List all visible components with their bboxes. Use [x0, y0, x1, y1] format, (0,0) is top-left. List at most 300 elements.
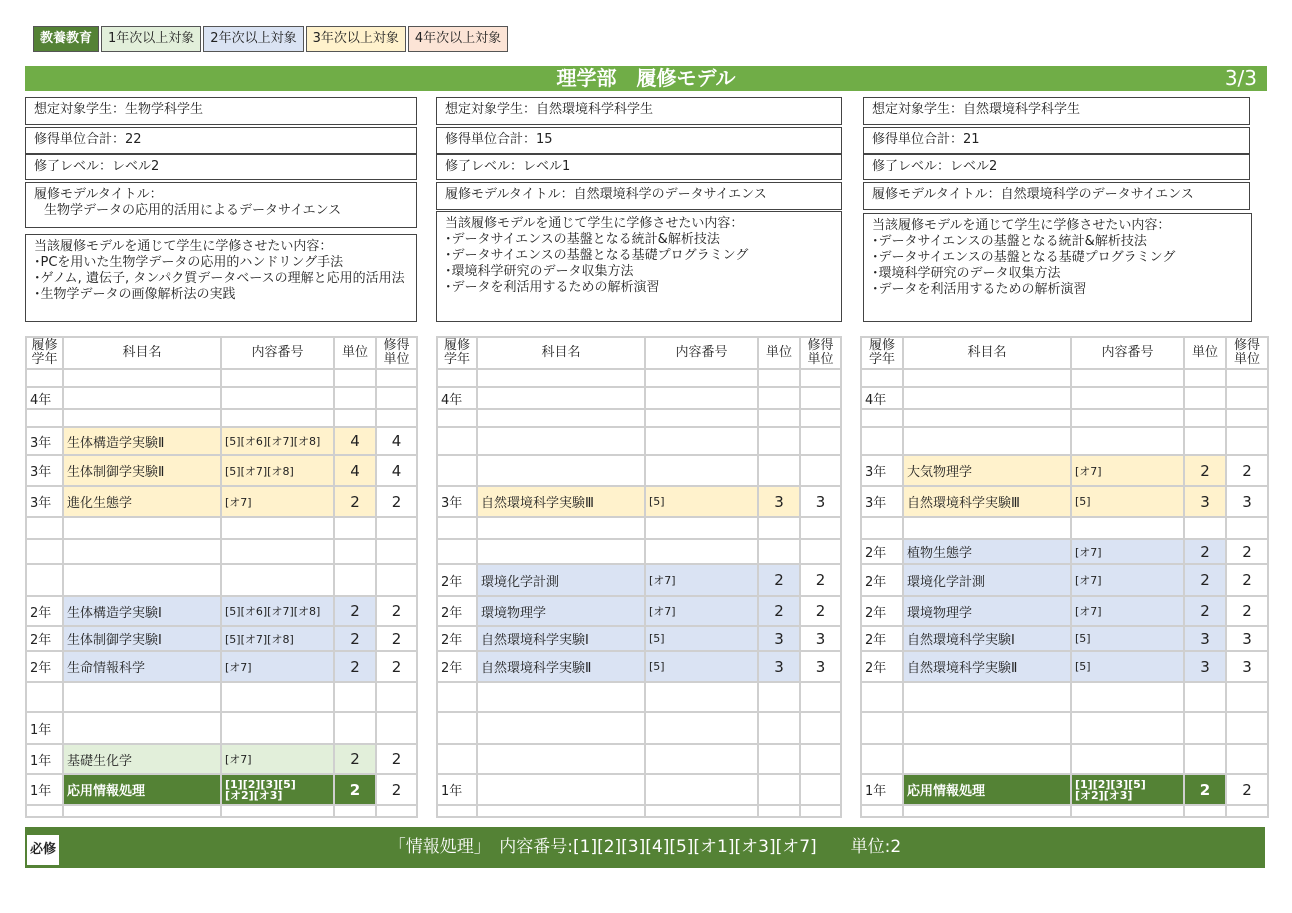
header-content-code-cell: 内容番号	[221, 337, 334, 369]
model-title-text: 生物学データの応用的活用によるデータサイエンス	[44, 203, 342, 218]
credit-cell: 2	[334, 744, 376, 774]
year-cell	[437, 539, 477, 564]
content-line: 当該履修モデルを通じて学生に学修させたい内容：	[34, 239, 333, 254]
model-title-label: 履修モデルタイトル：自然環境科学のデータサイエンス	[445, 187, 767, 202]
total-credits-text: 修得単位合計：21	[872, 132, 980, 147]
table-row	[26, 517, 417, 539]
table-row	[26, 455, 417, 486]
table-row	[437, 596, 841, 626]
year-cell: 1年	[26, 712, 63, 744]
content-code-cell	[1071, 805, 1184, 817]
year-cell: 1年	[26, 744, 63, 774]
content-line: ･生物学データの画像解析法の実践	[34, 287, 236, 302]
content-code-cell	[645, 427, 758, 455]
earned-credit-cell: 4	[376, 427, 417, 455]
course-name-cell	[63, 712, 221, 744]
content-code-cell	[645, 805, 758, 817]
credit-cell	[758, 455, 800, 486]
target-student	[436, 97, 842, 125]
credit-cell	[1184, 427, 1226, 455]
earned-credit-cell	[800, 387, 841, 409]
table-row	[861, 626, 1268, 651]
table-row	[861, 805, 1268, 817]
course-name-cell: 生体構造学実験Ⅱ	[63, 427, 221, 455]
table-row	[437, 744, 841, 774]
year-cell: 2年	[861, 651, 903, 682]
course-name-cell: 環境物理学	[477, 596, 645, 626]
earned-credit-cell	[1226, 517, 1268, 539]
content-code-cell: [オ7]	[645, 564, 758, 596]
course-name-cell	[903, 744, 1071, 774]
earned-credit-cell	[1226, 712, 1268, 744]
year-cell	[26, 409, 63, 427]
course-name-cell: 環境化学計測	[903, 564, 1071, 596]
table-row	[861, 539, 1268, 564]
content-code-cell	[221, 712, 334, 744]
content-line: 当該履修モデルを通じて学生に学修させたい内容：	[445, 216, 744, 231]
table-row	[861, 651, 1268, 682]
table-row	[437, 369, 841, 387]
target-student-text: 想定対象学生：自然環境科学科学生	[872, 102, 1081, 117]
year-cell	[437, 682, 477, 712]
year-cell: 2年	[437, 651, 477, 682]
content-code-cell	[645, 682, 758, 712]
required-badge: 必修	[25, 833, 61, 867]
legend-year4: 4年次以上対象	[408, 26, 508, 52]
year-cell: 2年	[861, 539, 903, 564]
table-row	[437, 774, 841, 805]
year-cell	[861, 427, 903, 455]
credit-cell	[758, 369, 800, 387]
year-cell	[861, 517, 903, 539]
credit-cell	[334, 539, 376, 564]
course-name-cell: 基礎生化学	[63, 744, 221, 774]
year-cell	[26, 805, 63, 817]
table-row	[437, 517, 841, 539]
course-name-cell: 生体制御学実験Ⅰ	[63, 626, 221, 651]
earned-credit-cell	[1226, 427, 1268, 455]
content-code-cell: [5]	[645, 486, 758, 517]
year-cell	[437, 369, 477, 387]
credit-cell	[334, 517, 376, 539]
earned-credit-cell	[800, 805, 841, 817]
table-row	[26, 387, 417, 409]
target-student	[863, 97, 1250, 125]
year-cell: 1年	[26, 774, 63, 805]
credit-cell	[1184, 517, 1226, 539]
course-name-cell: 生体構造学実験Ⅰ	[63, 596, 221, 626]
content-code-cell: [オ7]	[1071, 596, 1184, 626]
header-course-name-cell: 科目名	[903, 337, 1071, 369]
content-line: ･PCを用いた生物学データの応用的ハンドリング手法	[34, 255, 344, 270]
course-name-cell	[477, 712, 645, 744]
course-name-cell	[477, 455, 645, 486]
earned-credit-cell	[376, 712, 417, 744]
table-row	[861, 427, 1268, 455]
credit-cell: 3	[1184, 486, 1226, 517]
completion-level-text: 修了レベル：レベル1	[445, 159, 571, 174]
earned-credit-cell	[800, 539, 841, 564]
course-name-cell	[63, 517, 221, 539]
table-row	[437, 486, 841, 517]
content-code-cell	[645, 774, 758, 805]
content-code-cell	[645, 387, 758, 409]
content-code-cell	[645, 539, 758, 564]
credit-cell: 2	[1184, 774, 1226, 805]
earned-credit-cell	[800, 455, 841, 486]
earned-credit-cell: 3	[800, 626, 841, 651]
course-name-cell: 植物生態学	[903, 539, 1071, 564]
legend	[33, 26, 510, 52]
content-code-cell	[645, 744, 758, 774]
table-row	[26, 712, 417, 744]
content-code-cell	[1071, 712, 1184, 744]
content-code-cell	[1071, 409, 1184, 427]
credit-cell	[758, 712, 800, 744]
header-earned-credit-cell: 修得 単位	[1226, 337, 1268, 369]
content-code-cell: [5]	[1071, 651, 1184, 682]
target-student	[25, 97, 417, 125]
earned-credit-cell: 2	[800, 564, 841, 596]
course-name-cell	[63, 539, 221, 564]
earned-credit-cell: 2	[1226, 539, 1268, 564]
content-line: ･環境科学研究のデータ収集方法	[445, 264, 634, 279]
credit-cell	[1184, 682, 1226, 712]
table-row	[26, 651, 417, 682]
content-code-cell	[645, 409, 758, 427]
table-row	[437, 626, 841, 651]
credit-cell	[758, 682, 800, 712]
content-code-cell	[645, 712, 758, 744]
table-row	[26, 427, 417, 455]
table-row	[861, 387, 1268, 409]
legend-year2: 2年次以上対象	[203, 26, 303, 52]
course-name-cell: 大気物理学	[903, 455, 1071, 486]
credit-cell	[758, 774, 800, 805]
content-code-cell	[1071, 744, 1184, 774]
learning-content	[25, 234, 417, 322]
course-name-cell: 生命情報科学	[63, 651, 221, 682]
table-row	[437, 564, 841, 596]
earned-credit-cell	[800, 712, 841, 744]
credit-cell: 2	[334, 774, 376, 805]
table-row	[861, 369, 1268, 387]
table-row	[861, 682, 1268, 712]
content-line: ･データサイエンスの基盤となる基礎プログラミング	[445, 248, 749, 263]
header-credit-cell: 単位	[1184, 337, 1226, 369]
year-cell	[861, 805, 903, 817]
header-course-name-cell: 科目名	[63, 337, 221, 369]
content-code-cell: [オ7]	[221, 744, 334, 774]
course-name-cell: 自然環境科学実験Ⅱ	[903, 651, 1071, 682]
year-cell	[26, 682, 63, 712]
earned-credit-cell: 2	[376, 626, 417, 651]
table-row	[437, 651, 841, 682]
table-row	[437, 455, 841, 486]
credit-cell	[1184, 805, 1226, 817]
total-credits-text: 修得単位合計：22	[34, 132, 142, 147]
table-header-row	[861, 337, 1268, 369]
content-code-cell: [オ7]	[645, 596, 758, 626]
year-cell	[861, 409, 903, 427]
year-cell: 4年	[437, 387, 477, 409]
earned-credit-cell	[1226, 409, 1268, 427]
year-cell	[437, 712, 477, 744]
total-credits-text: 修得単位合計：15	[445, 132, 553, 147]
content-code-cell: [5]	[1071, 486, 1184, 517]
table-row	[26, 805, 417, 817]
content-line: ･データサイエンスの基盤となる基礎プログラミング	[872, 250, 1176, 265]
table-row	[861, 517, 1268, 539]
course-name-cell	[477, 774, 645, 805]
course-name-cell: 自然環境科学実験Ⅰ	[477, 626, 645, 651]
content-code-cell	[221, 387, 334, 409]
credit-cell: 2	[334, 486, 376, 517]
course-name-cell: 環境化学計測	[477, 564, 645, 596]
completion-level	[436, 154, 842, 180]
course-name-cell: 自然環境科学実験Ⅲ	[903, 486, 1071, 517]
content-code-cell	[645, 517, 758, 539]
credit-cell: 2	[1184, 596, 1226, 626]
year-cell	[861, 682, 903, 712]
target-student-text: 想定対象学生：生物学科学生	[34, 102, 204, 117]
earned-credit-cell	[376, 682, 417, 712]
course-name-cell: 応用情報処理	[903, 774, 1071, 805]
credit-cell: 3	[758, 486, 800, 517]
earned-credit-cell	[800, 744, 841, 774]
credit-cell: 2	[758, 596, 800, 626]
course-name-cell	[903, 387, 1071, 409]
earned-credit-cell: 2	[1226, 455, 1268, 486]
table-header-row	[26, 337, 417, 369]
content-code-cell	[221, 517, 334, 539]
earned-credit-cell: 2	[376, 486, 417, 517]
table-row	[26, 539, 417, 564]
content-code-cell: [オ7]	[1071, 455, 1184, 486]
credit-cell	[758, 539, 800, 564]
year-cell: 2年	[861, 564, 903, 596]
header-year-cell: 履修 学年	[437, 337, 477, 369]
content-code-cell: [5]	[1071, 626, 1184, 651]
year-cell: 4年	[26, 387, 63, 409]
credit-cell	[758, 387, 800, 409]
content-line: ･環境科学研究のデータ収集方法	[872, 266, 1061, 281]
course-name-cell	[903, 409, 1071, 427]
earned-credit-cell	[800, 774, 841, 805]
credit-cell: 2	[1184, 539, 1226, 564]
course-table-env-level2	[860, 336, 1269, 818]
header-content-code-cell: 内容番号	[645, 337, 758, 369]
year-cell	[26, 564, 63, 596]
credit-cell	[334, 805, 376, 817]
model-title-label: 履修モデルタイトル：	[34, 187, 163, 202]
earned-credit-cell	[800, 682, 841, 712]
header-earned-credit-cell: 修得 単位	[800, 337, 841, 369]
content-code-cell: [オ7]	[221, 651, 334, 682]
year-cell: 2年	[861, 626, 903, 651]
header-credit-cell: 単位	[758, 337, 800, 369]
earned-credit-cell: 2	[376, 596, 417, 626]
course-name-cell: 応用情報処理	[63, 774, 221, 805]
content-code-cell: [1][2][3][5] [オ2][オ3]	[1071, 774, 1184, 805]
course-name-cell	[477, 387, 645, 409]
credit-cell	[334, 682, 376, 712]
page-title: 理学部 履修モデル	[556, 66, 736, 90]
course-name-cell	[477, 517, 645, 539]
content-line: ･データを利活用するための解析演習	[872, 282, 1087, 297]
course-name-cell	[477, 427, 645, 455]
credit-cell: 2	[1184, 455, 1226, 486]
course-name-cell	[63, 387, 221, 409]
credit-cell	[1184, 409, 1226, 427]
credit-cell	[1184, 369, 1226, 387]
content-line: ･データサイエンスの基盤となる統計&解析技法	[872, 234, 1147, 249]
table-row	[437, 387, 841, 409]
table-row	[861, 564, 1268, 596]
credit-cell	[758, 409, 800, 427]
course-name-cell	[477, 369, 645, 387]
required-course-info: 「情報処理」 内容番号:[1][2][3][4][5][オ1][オ3][オ7] 単位:2	[388, 837, 902, 857]
course-name-cell: 自然環境科学実験Ⅲ	[477, 486, 645, 517]
course-name-cell	[63, 805, 221, 817]
course-name-cell	[63, 409, 221, 427]
model-title	[436, 182, 842, 210]
content-code-cell: [5]	[645, 651, 758, 682]
table-row	[861, 455, 1268, 486]
credit-cell	[758, 805, 800, 817]
content-code-cell: [5][オ6][オ7][オ8]	[221, 427, 334, 455]
target-student-text: 想定対象学生：自然環境科学科学生	[445, 102, 654, 117]
course-name-cell: 環境物理学	[903, 596, 1071, 626]
credit-cell	[1184, 712, 1226, 744]
earned-credit-cell: 3	[800, 486, 841, 517]
table-row	[861, 409, 1268, 427]
course-name-cell: 自然環境科学実験Ⅱ	[477, 651, 645, 682]
credit-cell: 2	[334, 596, 376, 626]
legend-year3: 3年次以上対象	[306, 26, 406, 52]
credit-cell	[758, 744, 800, 774]
content-line: ･データサイエンスの基盤となる統計&解析技法	[445, 232, 720, 247]
year-cell	[437, 744, 477, 774]
table-row	[861, 744, 1268, 774]
earned-credit-cell: 4	[376, 455, 417, 486]
legend-year1: 1年次以上対象	[101, 26, 201, 52]
earned-credit-cell	[376, 369, 417, 387]
content-code-cell: [オ7]	[1071, 539, 1184, 564]
content-code-cell: [5][オ7][オ8]	[221, 626, 334, 651]
earned-credit-cell	[376, 409, 417, 427]
year-cell	[437, 517, 477, 539]
credit-cell: 4	[334, 455, 376, 486]
earned-credit-cell	[1226, 744, 1268, 774]
table-row	[26, 486, 417, 517]
content-code-cell: [5][オ7][オ8]	[221, 455, 334, 486]
model-title	[863, 182, 1250, 210]
earned-credit-cell: 3	[1226, 651, 1268, 682]
year-cell	[437, 409, 477, 427]
header-year-cell: 履修 学年	[861, 337, 903, 369]
content-code-cell: [5][オ6][オ7][オ8]	[221, 596, 334, 626]
credit-cell: 2	[758, 564, 800, 596]
credit-cell	[334, 369, 376, 387]
earned-credit-cell	[1226, 369, 1268, 387]
credit-cell: 2	[334, 651, 376, 682]
earned-credit-cell	[376, 387, 417, 409]
content-line: 当該履修モデルを通じて学生に学修させたい内容：	[872, 218, 1171, 233]
content-line: ･ゲノム, 遺伝子, タンパク質データベースの理解と応用的活用法	[34, 271, 405, 286]
table-row	[26, 564, 417, 596]
content-code-cell: [オ7]	[1071, 564, 1184, 596]
earned-credit-cell	[1226, 682, 1268, 712]
table-row	[26, 682, 417, 712]
page-banner	[25, 66, 1267, 91]
credit-cell: 2	[1184, 564, 1226, 596]
header-earned-credit-cell: 修得 単位	[376, 337, 417, 369]
earned-credit-cell	[376, 539, 417, 564]
course-name-cell	[477, 409, 645, 427]
course-name-cell	[477, 682, 645, 712]
year-cell: 4年	[861, 387, 903, 409]
credit-cell	[1184, 744, 1226, 774]
content-code-cell	[221, 682, 334, 712]
legend-general-education: 教養教育	[33, 26, 99, 52]
credit-cell: 3	[758, 626, 800, 651]
year-cell	[437, 427, 477, 455]
content-code-cell	[221, 539, 334, 564]
credit-cell	[1184, 387, 1226, 409]
completion-level-text: 修了レベル：レベル2	[872, 159, 998, 174]
content-code-cell	[1071, 682, 1184, 712]
table-row	[437, 539, 841, 564]
content-code-cell	[221, 369, 334, 387]
earned-credit-cell	[1226, 387, 1268, 409]
credit-cell	[334, 387, 376, 409]
model-title-label: 履修モデルタイトル：自然環境科学のデータサイエンス	[872, 187, 1194, 202]
year-cell: 3年	[861, 486, 903, 517]
content-code-cell: [オ7]	[221, 486, 334, 517]
course-name-cell	[903, 427, 1071, 455]
year-cell: 2年	[26, 626, 63, 651]
content-code-cell	[645, 455, 758, 486]
total-credits	[25, 127, 417, 154]
earned-credit-cell: 3	[800, 651, 841, 682]
content-code-cell	[1071, 517, 1184, 539]
course-name-cell	[903, 712, 1071, 744]
content-code-cell	[221, 564, 334, 596]
earned-credit-cell: 2	[1226, 596, 1268, 626]
year-cell: 3年	[26, 427, 63, 455]
table-row	[437, 427, 841, 455]
credit-cell: 2	[334, 626, 376, 651]
earned-credit-cell: 2	[800, 596, 841, 626]
course-name-cell	[903, 369, 1071, 387]
table-row	[437, 805, 841, 817]
table-row	[26, 369, 417, 387]
table-row	[861, 774, 1268, 805]
course-name-cell	[63, 564, 221, 596]
course-table-biology	[25, 336, 418, 818]
content-code-cell	[1071, 369, 1184, 387]
credit-cell: 3	[758, 651, 800, 682]
credit-cell	[334, 409, 376, 427]
credit-cell	[334, 712, 376, 744]
credit-cell: 4	[334, 427, 376, 455]
course-name-cell: 自然環境科学実験Ⅰ	[903, 626, 1071, 651]
table-row	[437, 712, 841, 744]
course-name-cell	[477, 744, 645, 774]
earned-credit-cell	[800, 517, 841, 539]
year-cell: 1年	[437, 774, 477, 805]
